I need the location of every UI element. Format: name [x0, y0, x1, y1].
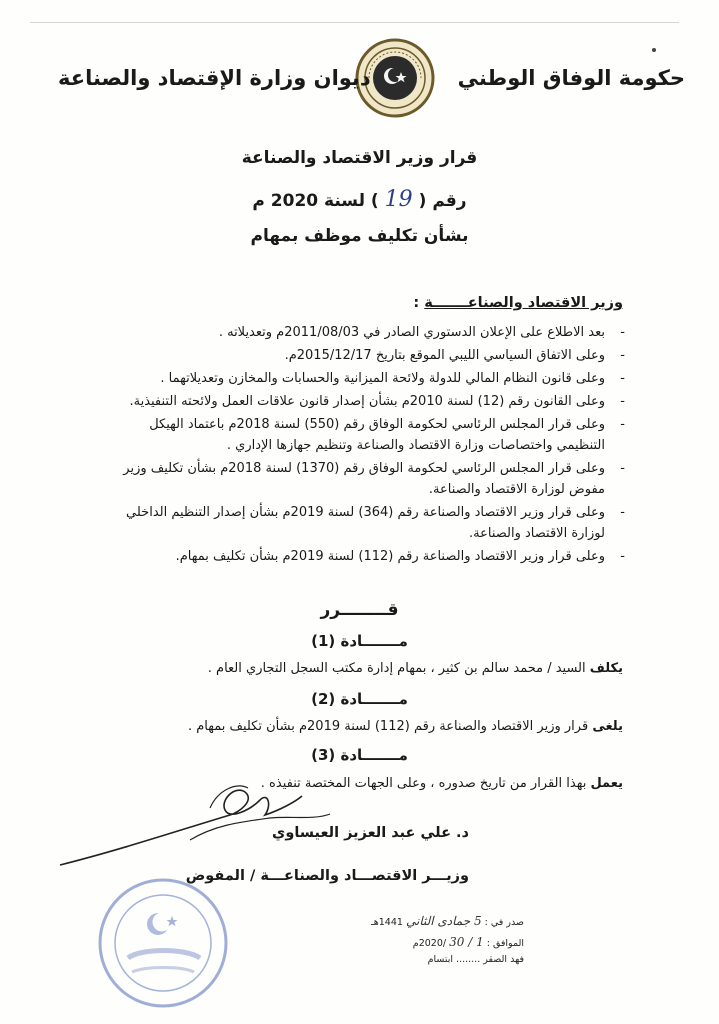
issue-date-hijri [371, 914, 524, 928]
preamble-item: - وعلى قرار المجلس الرئاسي لحكومة الوفاق رقم (1370) لسنة 2018م بشأن تكليف وزير مفوض لوزارة الاقتصاد والصناعة. [107, 458, 627, 500]
issue-clerk-line: فهد الصقر ........ ابتسام [427, 954, 524, 965]
number-suffix: ) لسنة 2020 م [252, 191, 379, 211]
gregorian-label: الموافق : [486, 938, 524, 949]
signatory-title: وزيـــر الاقتصـــاد والصناعـــة / المفوض [185, 868, 469, 884]
signatory-name: د. علي عبد العزيز العيساوي [272, 825, 469, 841]
decision-subject: بشأن تكليف موظف بمهام [250, 226, 469, 246]
issue-date-label: صدر في : [484, 917, 524, 928]
preamble-heading [413, 295, 623, 311]
issue-date-year: 1441هـ [370, 917, 403, 928]
preamble-list [107, 322, 627, 569]
article-2-text [83, 719, 623, 734]
preamble-heading-text: وزير الاقتصاد والصناعـــــــة [424, 295, 623, 311]
article-3-title: مـــــــادة (3) [311, 746, 408, 764]
scan-speck [652, 48, 656, 52]
gregorian-handwritten: 1 / 30 [449, 935, 484, 949]
decision-title: قرار وزير الاقتصاد والصناعة [241, 148, 478, 168]
article-1-body: السيد / محمد سالم بن كثير ، بمهام إدارة مكتب السجل التجاري العام . [207, 661, 590, 676]
article-1-lead: يكلف [589, 661, 623, 676]
article-2-body: قرار وزير الاقتصاد والصناعة رقم (112) لسنة 2019م بشأن تكليف بمهام . [187, 719, 593, 734]
preamble-item: - بعد الاطلاع على الإعلان الدستوري الصادر في 2011/08/03م وتعديلاته . [107, 322, 627, 343]
preamble-item: - وعلى قرار المجلس الرئاسي لحكومة الوفاق رقم (550) لسنة 2018م باعتماد الهيكل التنظيمي واختصاصات وزارة الاقتصاد والصناعة وتنظيم جهازها الإداري . [107, 414, 627, 456]
ministry-title: ديوان وزارة الإقتصاد والصناعة [58, 66, 371, 90]
issue-date-gregorian [413, 935, 524, 949]
article-2-title: مـــــــادة (2) [311, 690, 408, 708]
preamble-item: - وعلى قرار وزير الاقتصاد والصناعة رقم (364) لسنة 2019م بشأن إصدار التنظيم الداخلي لوزارة الاقتصاد والصناعة. [107, 502, 627, 544]
preamble-item: - وعلى قانون النظام المالي للدولة ولائحة الميزانية والحسابات والمخازن وتعديلاتهما . [107, 368, 627, 389]
number-prefix: رقم ( [418, 191, 467, 211]
article-1-text [83, 661, 623, 676]
issue-date-handwritten: 5 جمادى الثاني [405, 914, 482, 928]
decision-number-line [0, 187, 719, 212]
government-title: حكومة الوفاق الوطني [457, 66, 685, 90]
article-3-body: بهذا القرار من تاريخ صدوره ، وعلى الجهات المختصة تنفيذه . [260, 776, 591, 791]
preamble-item: - وعلى الاتفاق السياسي الليبي الموقع بتاريخ 2015/12/17م. [107, 345, 627, 366]
article-3-lead: يعمل [590, 776, 623, 791]
decision-number: 19 [384, 187, 413, 212]
preamble-item: - وعلى القانون رقم (12) لسنة 2010م بشأن إصدار قانون علاقات العمل ولائحته التنفيذية. [107, 391, 627, 412]
preamble-item: - وعلى قرار وزير الاقتصاد والصناعة رقم (112) لسنة 2019م بشأن تكليف بمهام. [107, 546, 627, 567]
preamble-heading-colon: : [413, 295, 420, 311]
gregorian-year: /2020م [412, 938, 447, 949]
page-top-rule [30, 22, 679, 23]
article-1-title: مـــــــادة (1) [311, 632, 408, 650]
official-stamp-icon [96, 876, 231, 1011]
article-2-lead: يلغى [592, 719, 623, 734]
decided-heading: قــــــــرر [320, 600, 399, 620]
